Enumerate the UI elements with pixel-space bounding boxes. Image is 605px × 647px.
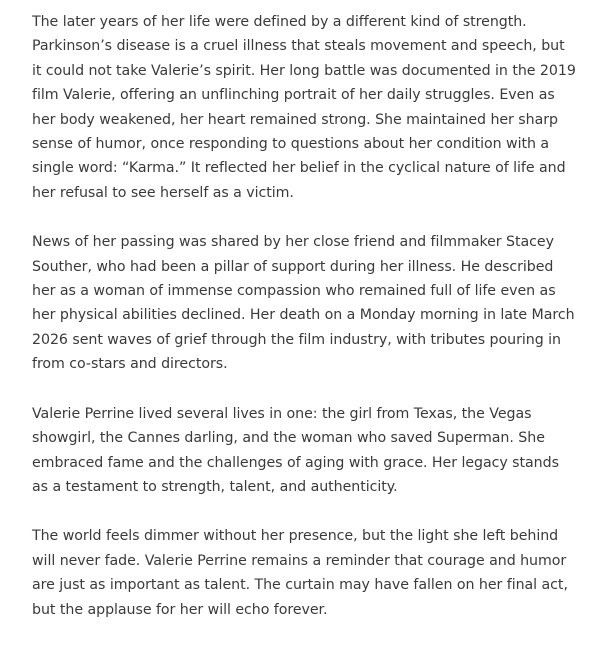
article-paragraph-3: Valerie Perrine lived several lives in one: the girl from Texas, the Vegas showgirl, the Cannes darling, and the woman who saved Superman. She embraced fame and the challenges of aging with grace. Her legacy stands as a testament to strength, talent, and authenticity.: [32, 405, 559, 495]
article-paragraph-1: The later years of her life were defined by a different kind of strength. Parkinson’s disease is a cruel illness that steals movement and speech, but it could not take Valerie’s spirit. Her long battle was documented in the 2019 film Valerie, offering an unflinching portrait of her daily struggles. Even as her body weakened, her heart remained strong. She maintained her sharp sense of humor, once responding to questions about her condition with a single word: “Karma.” It reflected her belief in the cyclical nature of life and her refusal to see herself as a victim.: [32, 14, 576, 201]
article-paragraph-2: News of her passing was shared by her close friend and filmmaker Stacey Souther, who had been a pillar of support during her illness. He described her as a woman of immense compassion who remained full of life even as her physical abilities declined. Her death on a Monday morning in late March 2026 sent waves of grief through the film industry, with tributes pouring in from co-stars and directors.: [32, 234, 575, 373]
article-paragraph-4: The world feels dimmer without her presence, but the light she left behind will never fade. Valerie Perrine remains a reminder that courage and humor are just as important as talent. The curtain may have fallen on her final act, but the applause for her will echo forever.: [32, 528, 568, 618]
article-body: [32, 10, 577, 647]
